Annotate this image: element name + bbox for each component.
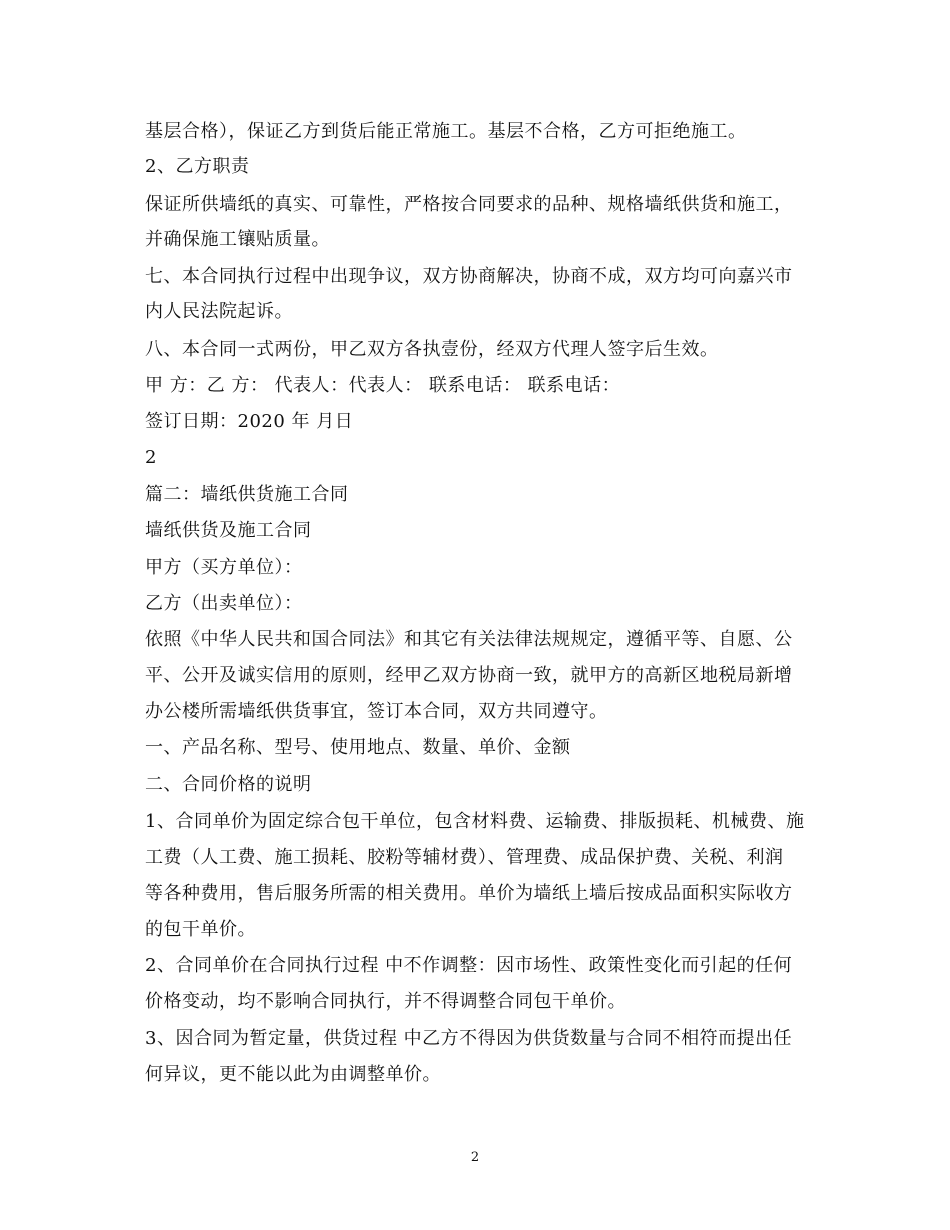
text-line-17: 办公楼所需墙纸供货事宜，签订本合同，双方共同遵守。	[145, 701, 608, 722]
text-line-1: 基层合格），保证乙方到货后能正常施工。基层不合格，乙方可拒绝施工。	[145, 121, 747, 142]
text-line-20: 1、合同单价为固定综合包干单位，包含材料费、运输费、排版损耗、机械费、施	[145, 811, 805, 832]
text-line-16: 平、公开及诚实信用的原则，经甲乙双方协商一致，就甲方的高新区地税局新增	[145, 665, 793, 686]
text-line-6: 内人民法院起诉。	[145, 301, 293, 322]
signing-date-line: 签订日期：2020 年 月日	[145, 411, 354, 432]
text-line-2: 2、乙方职责	[145, 156, 250, 177]
text-line-7: 八、本合同一式两份，甲乙双方各执壹份，经双方代理人签字后生效。	[145, 339, 719, 360]
text-line-15: 依照《中华人民共和国合同法》和其它有关法律法规规定，遵循平等、自愿、公	[145, 629, 793, 650]
text-line-27: 何异议，更不能以此为由调整单价。	[145, 1064, 441, 1085]
text-line-4: 并确保施工镶贴质量。	[145, 229, 330, 250]
signature-line: 甲 方：乙 方： 代表人：代表人： 联系电话： 联系电话：	[145, 375, 621, 396]
inline-page-marker: 2	[145, 447, 157, 468]
text-line-5: 七、本合同执行过程中出现争议，双方协商解决，协商不成，双方均可向嘉兴市	[145, 266, 793, 287]
clause-heading-1: 一、产品名称、型号、使用地点、数量、单价、金额	[145, 737, 571, 758]
page-number: 2	[470, 1150, 480, 1165]
text-line-24: 2、合同单价在合同执行过程 中不作调整：因市场性、政策性变化而引起的任何	[145, 955, 793, 976]
clause-heading-2: 二、合同价格的说明	[145, 774, 312, 795]
section-heading: 篇二：墙纸供货施工合同	[145, 484, 349, 505]
text-line-22: 等各种费用，售后服务所需的相关费用。单价为墙纸上墙后按成品面积实际收方	[145, 883, 793, 904]
text-line-23: 的包干单价。	[145, 919, 256, 940]
text-line-26: 3、因合同为暂定量，供货过程 中乙方不得因为供货数量与合同不相符而提出任	[145, 1028, 793, 1049]
party-a-line: 甲方（买方单位）：	[145, 557, 303, 578]
text-line-3: 保证所供墙纸的真实、可靠性，严格按合同要求的品种、规格墙纸供货和施工，	[145, 194, 793, 215]
contract-title: 墙纸供货及施工合同	[145, 520, 312, 541]
party-b-line: 乙方（出卖单位）：	[145, 593, 303, 614]
text-line-21: 工费（人工费、施工损耗、胶粉等辅材费）、管理费、成品保护费、关税、利润	[145, 847, 784, 868]
text-line-25: 价格变动，均不影响合同执行，并不得调整合同包干单价。	[145, 991, 626, 1012]
